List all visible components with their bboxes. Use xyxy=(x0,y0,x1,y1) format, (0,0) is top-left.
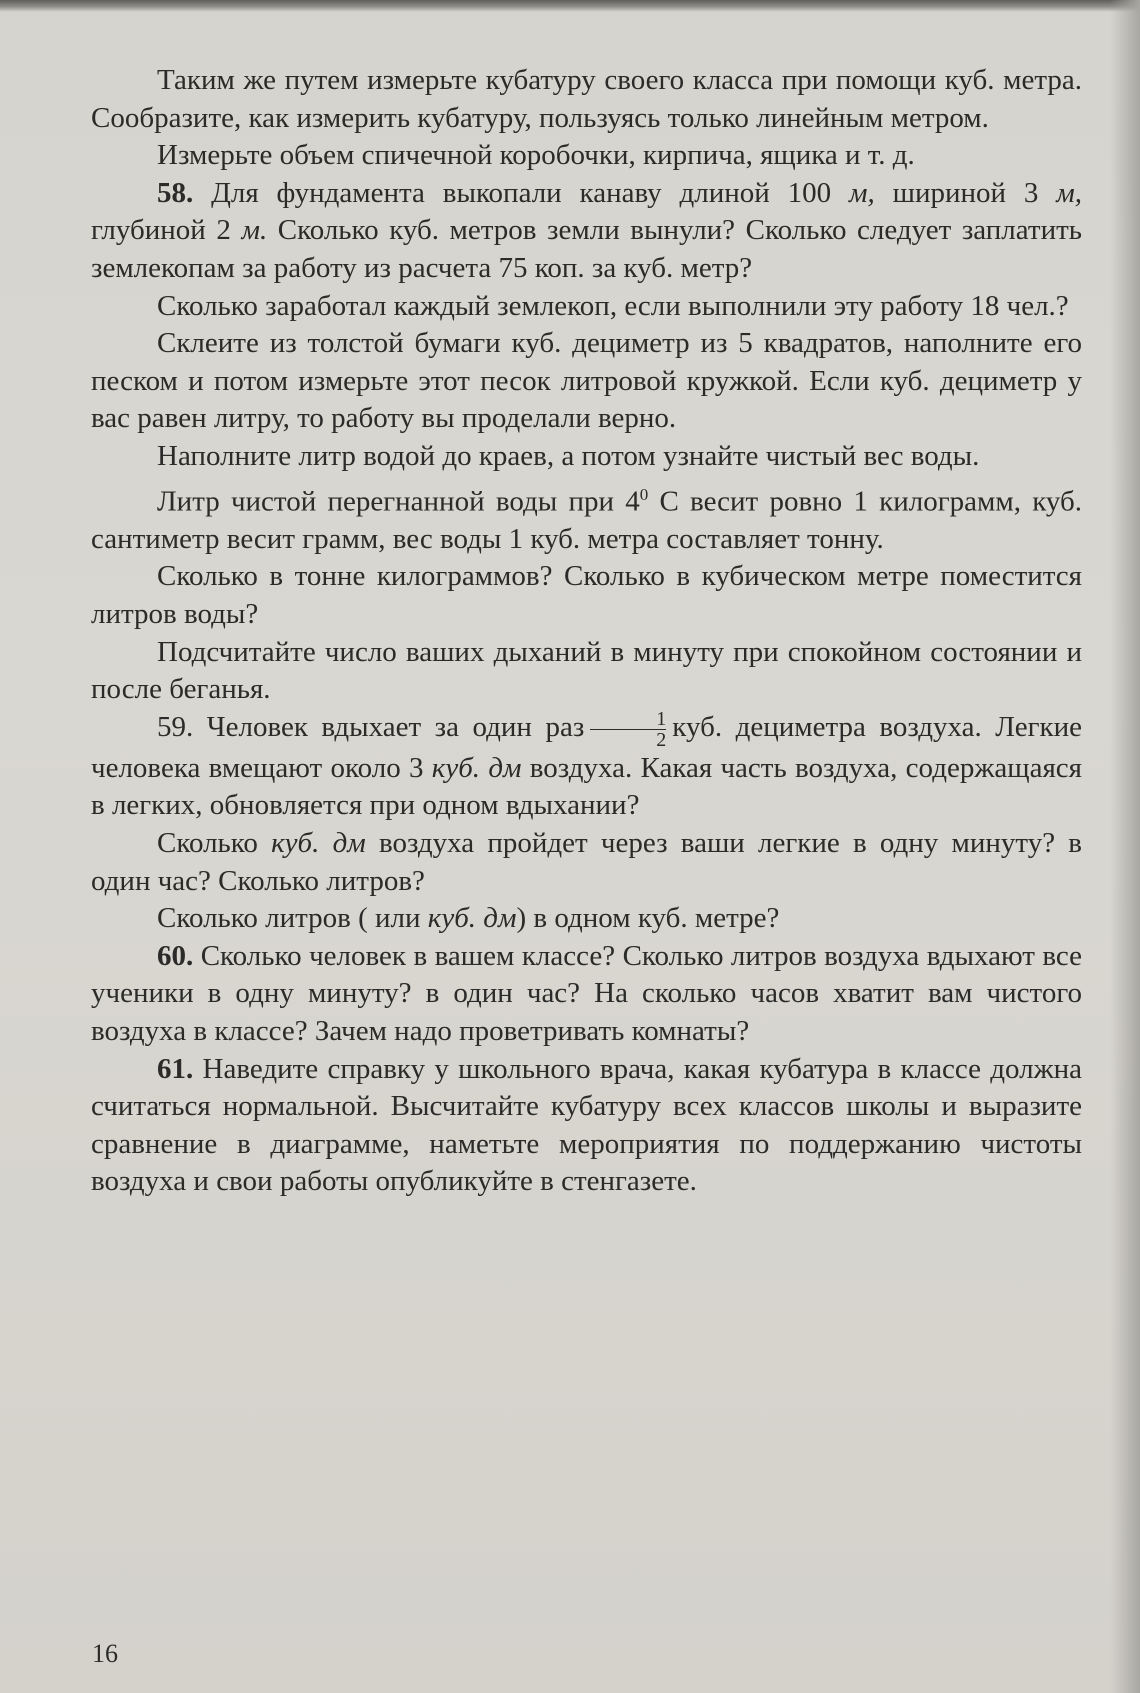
text-segment: Литр чистой перегнанной воды при 4 xyxy=(157,485,640,518)
fraction-denominator: 2 xyxy=(590,729,666,750)
problem-60 xyxy=(91,938,1082,1051)
paragraph-text: Подсчитайте число ваших дыханий в минуту при спокойном состоянии и после беганья. xyxy=(91,635,1082,706)
text-segment: Для фундамента выкопали канаву длиной 100 xyxy=(211,176,849,209)
paragraph-water-weight xyxy=(91,438,1082,476)
problem-61 xyxy=(91,1051,1082,1201)
paragraph-text: Сколько заработал каждый землекоп, если выполнили эту работу 18 чел.? xyxy=(157,289,1069,322)
text-segment: Сколько xyxy=(157,826,272,859)
paragraph-breath-count xyxy=(91,634,1082,709)
text-segment: глубиной 2 xyxy=(91,214,242,247)
text-segment: Сколько куб. метров земли вынули? Сколько следует заплатить землекопам за работу из расчета 75 коп. за куб. метр? xyxy=(91,214,1082,284)
text-segment: ) в одном куб. метре? xyxy=(516,902,780,935)
unit: куб. дм xyxy=(427,902,517,935)
paragraph-distilled-water xyxy=(91,476,1082,559)
superscript: 0 xyxy=(639,484,649,504)
paragraph-paper-cube xyxy=(91,325,1082,438)
paragraph-text: Наполните литр водой до краев, а потом узнайте чистый вес воды. xyxy=(157,439,980,472)
text-segment: куб. дециметра воздуха. Легкие человека вмещают около 3 xyxy=(91,710,1083,784)
paragraph-lung-volume xyxy=(91,825,1082,900)
unit: м. xyxy=(241,214,268,247)
paragraph-text: Склеите из толстой бумаги куб. дециметр из 5 квадратов, наполните его песком и потом измерьте этот песок литровой кружкой. Если куб. дециметр у вас равен литру, то работу вы проделали верно. xyxy=(91,327,1082,435)
problem-number: 59. xyxy=(157,710,194,743)
scan-right-shadow xyxy=(1110,0,1140,1693)
text-segment: Человек вдыхает за один раз xyxy=(193,710,585,743)
text-segment: Наведите справку у школьного врача, какая кубатура в классе должна считаться нормальной. Высчитайте кубатуру всех классов школы и выразите сравнение в диаграмме, наметьте мероприятия по поддержанию чистоты воздуха и свои работы опубликуйте в стенгазете. xyxy=(91,1052,1082,1198)
text-segment: С весит ровно 1 килограмм, куб. сантиметр весит грамм, вес воды 1 куб. метра составляет тонну. xyxy=(91,485,1082,555)
paragraph-worker-earnings xyxy=(91,288,1082,326)
fraction-numerator: 1 xyxy=(656,707,667,730)
problem-58 xyxy=(91,175,1082,288)
scan-top-edge xyxy=(0,0,1140,12)
paragraph-text: Измерьте объем спичечной коробочки, кирпича, ящика и т. д. xyxy=(157,139,915,172)
paragraph-text: Таким же путем измерьте кубатуру своего класса при помощи куб. метра. Сообразите, как измерить кубатуру, пользуясь только линейным метром. xyxy=(91,64,1082,134)
problem-59 xyxy=(91,709,1082,825)
unit: куб. дм xyxy=(431,751,522,784)
problem-number: 60. xyxy=(157,939,194,972)
text-segment: воздуха пройдет через ваши легкие в одну минуту? в один час? Сколько литров? xyxy=(91,826,1082,897)
fraction xyxy=(590,709,666,750)
page-body xyxy=(91,62,1082,1201)
paragraph-liters-per-cubic-meter xyxy=(91,900,1082,938)
paragraph-ton-questions xyxy=(91,558,1082,633)
text-segment: шириной 3 xyxy=(874,176,1057,209)
text-segment: Сколько человек в вашем классе? Сколько литров воздуха вдыхают все ученики в одну минуту? в один час? На сколько часов хватит вам чистого воздуха в классе? Зачем надо проветривать комнаты? xyxy=(91,939,1082,1047)
unit: м, xyxy=(849,176,875,209)
paragraph-measure-volume xyxy=(91,137,1082,175)
problem-number: 61. xyxy=(157,1052,194,1085)
paragraph-classroom-volume xyxy=(91,62,1082,137)
unit: м, xyxy=(1056,176,1082,209)
problem-number: 58. xyxy=(157,176,194,209)
text-segment: воздуха. Какая часть воздуха, содержащаяся в легких, обновляется при одном вдыхании? xyxy=(91,751,1082,822)
paragraph-text: Сколько в тонне килограммов? Сколько в кубическом метре поместится литров воды? xyxy=(91,560,1082,630)
page-number: 16 xyxy=(92,1639,118,1668)
unit: куб. дм xyxy=(271,826,366,859)
text-segment: Сколько литров ( или xyxy=(157,902,428,935)
